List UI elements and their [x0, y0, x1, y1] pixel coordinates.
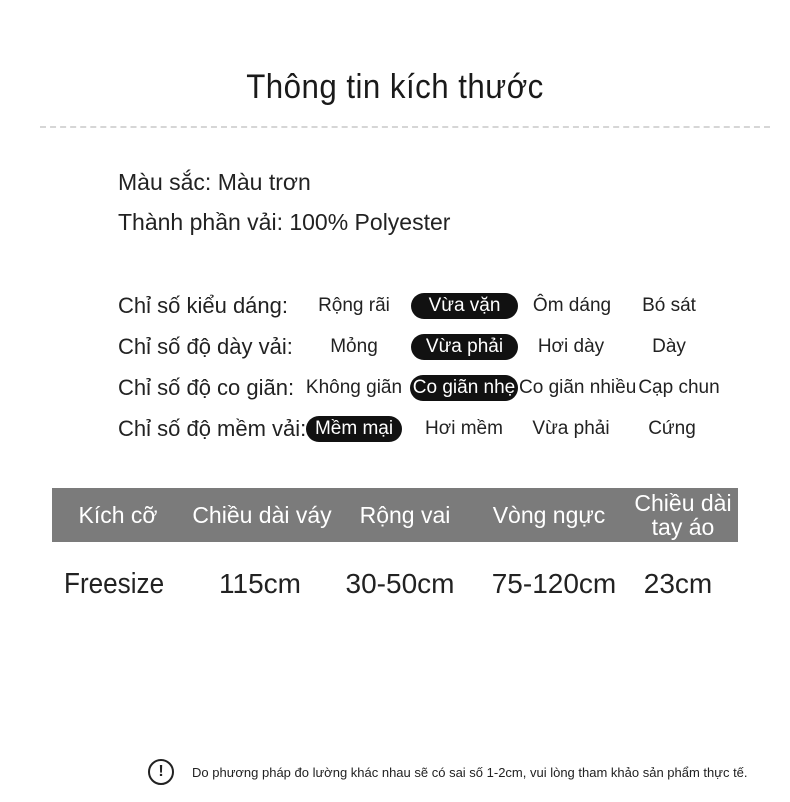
color-info: Màu sắc: Màu trơn	[118, 169, 311, 195]
shoulder-col-header: Rộng vai	[359, 502, 451, 528]
softness-option-stiff: Cứng	[648, 418, 696, 439]
dress-length-value: 115cm	[219, 568, 301, 599]
dashed-divider	[40, 126, 770, 128]
size-table-header	[52, 488, 738, 542]
softness-option-medium: Vừa phải	[532, 418, 610, 439]
dress-length-col-header: Chiều dài váy	[192, 502, 332, 528]
fabric-info: Thành phần vải: 100% Polyester	[118, 209, 451, 235]
sleeve-length-value: 23cm	[643, 568, 713, 599]
fit-index-row	[0, 291, 790, 321]
softness-index-row	[0, 414, 790, 444]
stretch-index-label: Chỉ số độ co giãn:	[118, 375, 295, 400]
size-value: Freesize	[64, 568, 165, 600]
fit-option-loose: Rộng rãi	[318, 295, 390, 316]
thickness-index-label: Chỉ số độ dày vải:	[118, 334, 293, 359]
thickness-option-slightly-thick: Hơi dày	[537, 336, 605, 357]
fit-index-label: Chỉ số kiểu dáng:	[118, 293, 288, 318]
softness-option-slightly-soft: Hơi mềm	[425, 418, 503, 439]
exclamation-circle-icon: !	[148, 759, 174, 785]
softness-index-label: Chỉ số độ mềm vải:	[118, 416, 307, 441]
thickness-index-row	[0, 332, 790, 362]
bust-col-header: Vòng ngực	[492, 502, 606, 528]
stretch-option-light-selected: Co giãn nhẹ	[410, 375, 518, 401]
bust-value: 75-120cm	[491, 568, 617, 599]
sleeve-length-col-header: Chiều dài tay áo	[634, 490, 732, 540]
stretch-option-elastic-waist: Cạp chun	[638, 377, 720, 398]
softness-option-soft-selected: Mềm mại	[306, 416, 402, 442]
thickness-option-thick: Dày	[652, 336, 686, 357]
fit-option-regular-selected: Vừa vặn	[411, 293, 518, 319]
thickness-option-medium-selected: Vừa phải	[411, 334, 518, 360]
stretch-option-high: Co giãn nhiều	[519, 377, 637, 398]
stretch-option-none: Không giãn	[305, 377, 403, 398]
measurement-note	[148, 757, 748, 787]
thickness-option-thin: Mỏng	[330, 336, 378, 357]
fit-option-tight: Bó sát	[642, 295, 696, 316]
measurement-note-text: Do phương pháp đo lường khác nhau sẽ có sai số 1-2cm, vui lòng tham khảo sản phẩm thực tế.	[192, 764, 748, 780]
size-col-header: Kích cỡ	[78, 502, 158, 528]
fit-option-slim: Ôm dáng	[532, 295, 612, 316]
page-title: Thông tin kích thước	[246, 68, 544, 106]
shoulder-value: 30-50cm	[345, 568, 455, 599]
stretch-index-row	[0, 373, 790, 403]
